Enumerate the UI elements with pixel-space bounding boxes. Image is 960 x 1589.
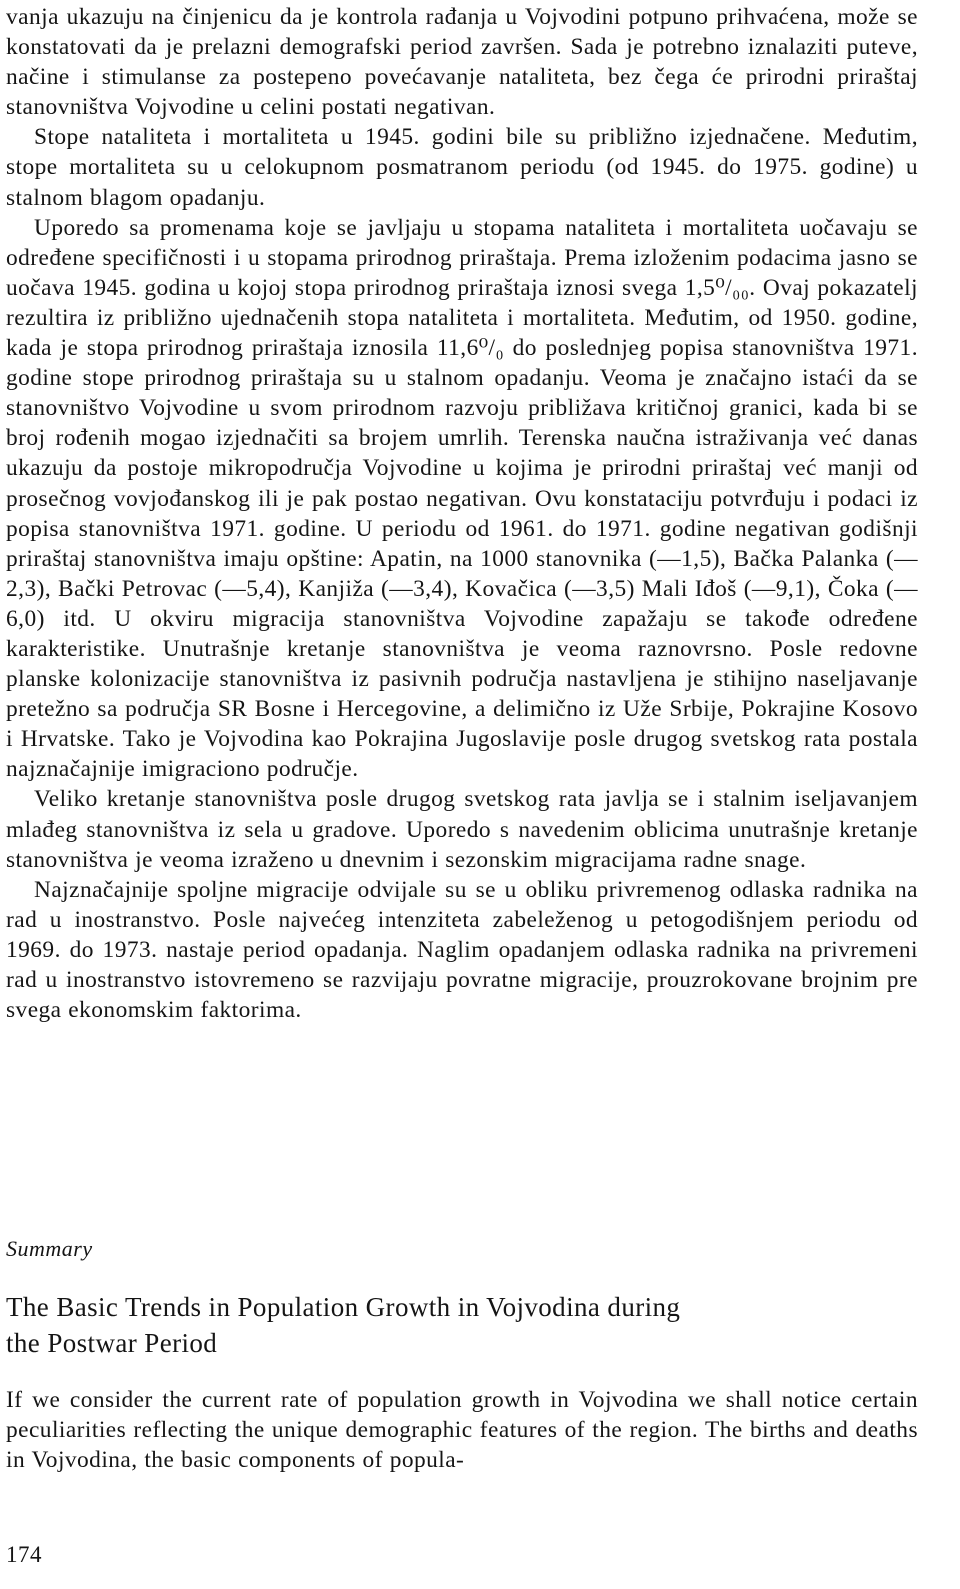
summary-body xyxy=(6,1385,918,1475)
summary-title: The Basic Trends in Population Growth in Vojvodina during the Postwar Period xyxy=(6,1292,681,1358)
paragraph-3: Uporedo sa promenama koje se javljaju u stopama nataliteta i mortaliteta uočavaju se određene specifičnosti i u stopama prirodnog priraštaja. Prema izloženim podacima jasno se uočava 1945. godina u kojoj stopa prirodnog priraštaja iznosi svega 1,5⁰/₀₀. Ovaj pokazatelj rezultira iz približno ujednačenih stopa nataliteta i mortaliteta. Međutim, od 1950. godine, kada je stopa prirodnog priraštaja iznosila 11,6⁰/₀ do poslednjeg popisa stanovništva 1971. godine stope prirodnog priraštaja su u stalnom opadanju. Veoma je značajno istaći da se stanovništvo Vojvodine u svom prirodnom razvoju približava kritičnoj granici, kada bi se broj rođenih mogao izjednačiti sa brojem umrlih. Terenska naučna istraživanja već danas ukazuju da postoje mikropodručja Vojvodine u kojima je prirodni priraštaj već manji od prosečnog vovjođanskog ili je pak postao negativan. Ovu konstataciju potvrđuju i podaci iz popisa stanovništva 1971. godine. U periodu od 1961. do 1971. godine negativan godišnji priraštaj stanovništva imaju opštine: Apatin, na 1000 stanovnika (—1,5), Bačka Palanka (—2,3), Bački Petrovac (—5,4), Kanjiža (—3,4), Kovačica (—3,5) Mali Iđoš (—9,1), Čoka (—6,0) itd. U okviru migracija stanovništva Vojvodine zapažaju se takođe određene karakteristike. Unutrašnje kretanje stanovništva je veoma raznovrsno. Posle redovne planske kolonizacije stanovništva iz pasivnih područja nastavljena je stihijno naseljavanje pretežno sa područja SR Bosne i Hercegovine, a delimično iz Uže Srbije, Pokrajine Kosovo i Hrvatske. Tako je Vojvodina kao Pokrajina Jugoslavije posle drugog svetskog rata postala najznačajnije imigraciono područje. xyxy=(6,214,918,783)
summary-paragraph: If we consider the current rate of population growth in Vojvodina we shall notice certain peculiarities reflecting the unique demographic features of the region. The births and deaths in Vojvodina, the basic components of popula- xyxy=(6,1387,918,1474)
page-number: 174 xyxy=(6,1542,42,1567)
paragraph-2: Stope nataliteta i mortaliteta u 1945. godini bile su približno izjednačene. Međutim, stope mortaliteta su u celokupnom posmatranom periodu (od 1945. do 1975. godine) u stalnom blagom opadanju. xyxy=(6,124,918,211)
paragraph-5: Najznačajnije spoljne migracije odvijale su se u obliku privremenog odlaska radnika na rad u inostranstvo. Posle najvećeg intenziteta zabeleženog u petogodišnjem periodu od 1969. do 1973. nastaje period opadanja. Naglim opadanjem odlaska radnika na privremeni rad u inostranstvo istovremeno se razvijaju povratne migracije, prouzrokovane brojnim pre svega ekonomskim faktorima. xyxy=(6,876,918,1024)
paragraph-1: vanja ukazuju na činjenicu da je kontrola rađanja u Vojvodini potpuno prihvaćena, može se konstatovati da je prelazni demografski period završen. Sada je potrebno iznalaziti puteve, načine i stimulanse za postepeno povećavanje nataliteta, bez čega će prirodni priraštaj stanovništva Vojvodine u celini postati negativan. xyxy=(6,4,918,121)
paragraph-4: Veliko kretanje stanovništva posle drugog svetskog rata javlja se i stalnim iseljavanjem mlađeg stanovništva iz sela u gradove. Uporedo s navedenim oblicima unutrašnje kretanje stanovništva je veoma izraženo u dnevnim i sezonskim migracijama radne snage. xyxy=(6,786,918,873)
main-body xyxy=(6,2,918,1025)
summary-label: Summary xyxy=(6,1236,93,1261)
